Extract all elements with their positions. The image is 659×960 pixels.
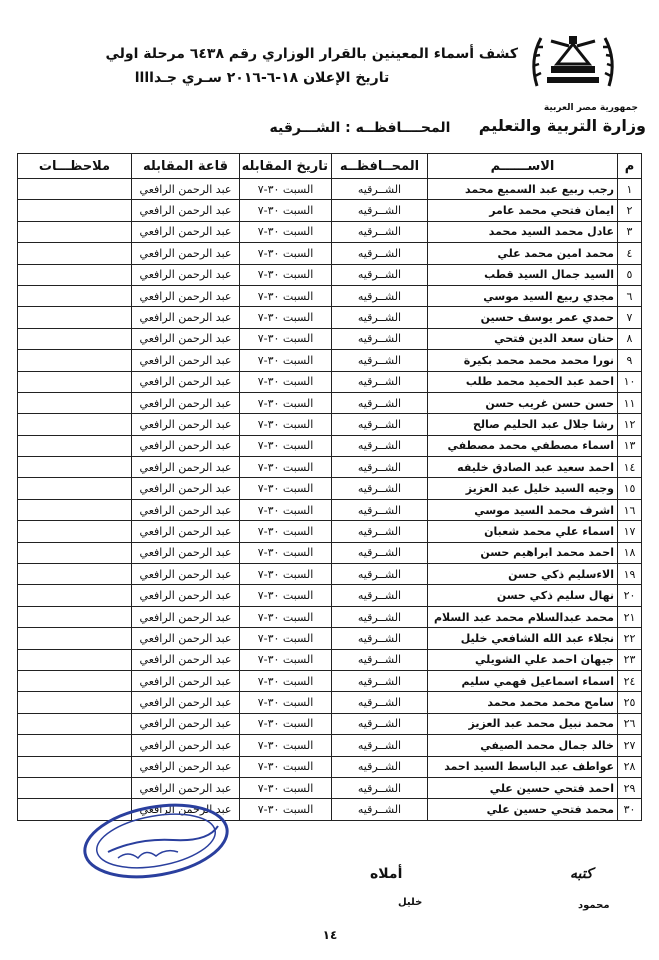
table-row: [18, 307, 642, 328]
row-interview-hall: عبد الرحمن الرافعي: [132, 542, 240, 563]
row-interview-date: السبت ٣٠-٧: [240, 799, 332, 820]
table-row: [18, 414, 642, 435]
row-interview-date: السبت ٣٠-٧: [240, 478, 332, 499]
row-interview-hall: عبد الرحمن الرافعي: [132, 392, 240, 413]
row-number: ٣: [618, 221, 642, 242]
table-row: [18, 457, 642, 478]
row-name: حسن حسن غريب حسن: [428, 392, 618, 413]
row-governorate: الشــرقيه: [332, 692, 428, 713]
governorate-line: المحــــافظــه : الشـــرقيه: [269, 120, 451, 136]
row-governorate: الشــرقيه: [332, 799, 428, 820]
row-governorate: الشــرقيه: [332, 670, 428, 691]
announcement-date-line: تاريخ الإعلان ١٨-٦-٢٠١٦ سـري جـداااا: [134, 70, 390, 86]
row-governorate: الشــرقيه: [332, 713, 428, 734]
row-governorate: الشــرقيه: [332, 200, 428, 221]
row-governorate: الشــرقيه: [332, 756, 428, 777]
row-governorate: الشــرقيه: [332, 221, 428, 242]
row-number: ٢٦: [618, 713, 642, 734]
row-number: ١٠: [618, 371, 642, 392]
table-row: [18, 285, 642, 306]
table-row: [18, 735, 642, 756]
row-number: ١٢: [618, 414, 642, 435]
row-governorate: الشــرقيه: [332, 264, 428, 285]
row-interview-hall: عبد الرحمن الرافعي: [132, 713, 240, 734]
row-governorate: الشــرقيه: [332, 307, 428, 328]
row-interview-date: السبت ٣٠-٧: [240, 285, 332, 306]
table-row: [18, 713, 642, 734]
header-number: م: [618, 154, 642, 179]
row-interview-hall: عبد الرحمن الرافعي: [132, 371, 240, 392]
row-name: حمدي عمر يوسف حسين: [428, 307, 618, 328]
row-governorate: الشــرقيه: [332, 371, 428, 392]
table-row: [18, 521, 642, 542]
row-number: ٣٠: [618, 799, 642, 820]
row-interview-date: السبت ٣٠-٧: [240, 585, 332, 606]
table-row: [18, 350, 642, 371]
row-interview-hall: عبد الرحمن الرافعي: [132, 670, 240, 691]
row-governorate: الشــرقيه: [332, 649, 428, 670]
row-interview-date: السبت ٣٠-٧: [240, 457, 332, 478]
row-interview-date: السبت ٣٠-٧: [240, 606, 332, 627]
header-interview-hall: قاعة المقابله: [132, 154, 240, 179]
row-name: اسماء اسماعيل فهمي سليم: [428, 670, 618, 691]
official-stamp-icon: [78, 800, 233, 882]
row-notes: [18, 649, 132, 670]
row-interview-hall: عبد الرحمن الرافعي: [132, 200, 240, 221]
row-interview-date: السبت ٣٠-٧: [240, 414, 332, 435]
row-governorate: الشــرقيه: [332, 392, 428, 413]
row-governorate: الشــرقيه: [332, 499, 428, 520]
row-number: ١٤: [618, 457, 642, 478]
table-row: [18, 628, 642, 649]
written-by-name: محمود: [578, 900, 610, 911]
row-name: نورا محمد محمد محمد بكيرة: [428, 350, 618, 371]
table-row: [18, 499, 642, 520]
table-row: [18, 585, 642, 606]
row-name: اشرف محمد السيد موسي: [428, 499, 618, 520]
row-governorate: الشــرقيه: [332, 435, 428, 456]
row-interview-hall: عبد الرحمن الرافعي: [132, 264, 240, 285]
dictated-by-label: أملاه: [370, 866, 403, 882]
row-governorate: الشــرقيه: [332, 542, 428, 563]
row-name: خالد جمال محمد الصيفي: [428, 735, 618, 756]
row-interview-hall: عبد الرحمن الرافعي: [132, 328, 240, 349]
row-name: احمد عبد الحميد محمد طلب: [428, 371, 618, 392]
header-name: الاســــــم: [428, 154, 618, 179]
row-interview-hall: عبد الرحمن الرافعي: [132, 243, 240, 264]
row-name: اسماء مصطفي محمد مصطفي: [428, 435, 618, 456]
row-notes: [18, 200, 132, 221]
row-number: ٨: [618, 328, 642, 349]
row-notes: [18, 392, 132, 413]
table-row: [18, 200, 642, 221]
row-interview-date: السبت ٣٠-٧: [240, 564, 332, 585]
row-number: ٢١: [618, 606, 642, 627]
row-notes: [18, 628, 132, 649]
row-number: ١٦: [618, 499, 642, 520]
appointees-table: [17, 153, 642, 821]
row-notes: [18, 435, 132, 456]
row-name: محمد عبدالسلام محمد عبد السلام: [428, 606, 618, 627]
row-number: ٤: [618, 243, 642, 264]
row-interview-hall: عبد الرحمن الرافعي: [132, 564, 240, 585]
row-notes: [18, 371, 132, 392]
row-name: احمد فتحي حسين علي: [428, 777, 618, 798]
row-name: رشا جلال عبد الحليم صالح: [428, 414, 618, 435]
row-interview-hall: عبد الرحمن الرافعي: [132, 457, 240, 478]
row-number: ٢٣: [618, 649, 642, 670]
table-row: [18, 756, 642, 777]
table-row: [18, 542, 642, 563]
row-name: عادل محمد السيد محمد: [428, 221, 618, 242]
row-notes: [18, 478, 132, 499]
page-number: ١٤: [322, 928, 338, 942]
row-interview-hall: عبد الرحمن الرافعي: [132, 521, 240, 542]
row-governorate: الشــرقيه: [332, 521, 428, 542]
row-governorate: الشــرقيه: [332, 350, 428, 371]
row-notes: [18, 457, 132, 478]
row-number: ٥: [618, 264, 642, 285]
table-row: [18, 649, 642, 670]
row-interview-date: السبت ٣٠-٧: [240, 307, 332, 328]
row-governorate: الشــرقيه: [332, 585, 428, 606]
table-header-row: [18, 154, 642, 179]
row-name: مجدي ربيع السيد موسي: [428, 285, 618, 306]
table-row: [18, 221, 642, 242]
row-interview-hall: عبد الرحمن الرافعي: [132, 649, 240, 670]
row-name: محمد امين محمد علي: [428, 243, 618, 264]
row-number: ٢٢: [618, 628, 642, 649]
table-row: [18, 692, 642, 713]
row-number: ١٥: [618, 478, 642, 499]
row-interview-date: السبت ٣٠-٧: [240, 521, 332, 542]
row-number: ١٩: [618, 564, 642, 585]
row-notes: [18, 606, 132, 627]
row-number: ٢٤: [618, 670, 642, 691]
row-notes: [18, 243, 132, 264]
row-interview-hall: عبد الرحمن الرافعي: [132, 628, 240, 649]
row-governorate: الشــرقيه: [332, 628, 428, 649]
row-notes: [18, 307, 132, 328]
row-interview-date: السبت ٣٠-٧: [240, 179, 332, 200]
republic-label: جمهورية مصر العربية: [543, 103, 638, 113]
row-number: ٢٥: [618, 692, 642, 713]
row-interview-date: السبت ٣٠-٧: [240, 243, 332, 264]
row-interview-hall: عبد الرحمن الرافعي: [132, 735, 240, 756]
row-interview-hall: عبد الرحمن الرافعي: [132, 285, 240, 306]
row-governorate: الشــرقيه: [332, 735, 428, 756]
row-number: ٢٧: [618, 735, 642, 756]
row-governorate: الشــرقيه: [332, 328, 428, 349]
row-interview-date: السبت ٣٠-٧: [240, 221, 332, 242]
row-notes: [18, 585, 132, 606]
row-interview-hall: عبد الرحمن الرافعي: [132, 179, 240, 200]
row-interview-date: السبت ٣٠-٧: [240, 499, 332, 520]
row-name: السيد جمال السيد قطب: [428, 264, 618, 285]
row-interview-hall: عبد الرحمن الرافعي: [132, 756, 240, 777]
row-interview-date: السبت ٣٠-٧: [240, 350, 332, 371]
row-name: محمد فتحي حسين علي: [428, 799, 618, 820]
row-governorate: الشــرقيه: [332, 564, 428, 585]
row-number: ١٨: [618, 542, 642, 563]
row-interview-date: السبت ٣٠-٧: [240, 392, 332, 413]
table-row: [18, 435, 642, 456]
row-interview-hall: عبد الرحمن الرافعي: [132, 585, 240, 606]
row-governorate: الشــرقيه: [332, 606, 428, 627]
row-number: ٧: [618, 307, 642, 328]
dictated-by-name: خليل: [398, 897, 423, 908]
row-interview-date: السبت ٣٠-٧: [240, 713, 332, 734]
row-interview-date: السبت ٣٠-٧: [240, 371, 332, 392]
row-notes: [18, 777, 132, 798]
row-number: ٦: [618, 285, 642, 306]
row-notes: [18, 692, 132, 713]
row-notes: [18, 350, 132, 371]
row-name: رجب ربيع عبد السميع محمد: [428, 179, 618, 200]
row-notes: [18, 713, 132, 734]
row-name: نهال سليم ذكي حسن: [428, 585, 618, 606]
header-interview-date: تاريخ المقابله: [240, 154, 332, 179]
row-name: جيهان احمد علي الشويلي: [428, 649, 618, 670]
row-interview-hall: عبد الرحمن الرافعي: [132, 350, 240, 371]
row-interview-date: السبت ٣٠-٧: [240, 542, 332, 563]
table-row: [18, 243, 642, 264]
row-notes: [18, 499, 132, 520]
table-row: [18, 606, 642, 627]
row-name: ايمان فتحي محمد عامر: [428, 200, 618, 221]
row-interview-hall: عبد الرحمن الرافعي: [132, 799, 240, 820]
table-row: [18, 670, 642, 691]
row-notes: [18, 735, 132, 756]
row-name: الاءسليم ذكي حسن: [428, 564, 618, 585]
row-name: نجلاء عبد الله الشافعي خليل: [428, 628, 618, 649]
ministry-emblem-icon: [527, 26, 619, 96]
row-number: ١: [618, 179, 642, 200]
table-row: [18, 328, 642, 349]
row-notes: [18, 221, 132, 242]
row-governorate: الشــرقيه: [332, 777, 428, 798]
row-interview-date: السبت ٣٠-٧: [240, 692, 332, 713]
table-row: [18, 777, 642, 798]
row-interview-date: السبت ٣٠-٧: [240, 649, 332, 670]
row-notes: [18, 179, 132, 200]
row-interview-date: السبت ٣٠-٧: [240, 777, 332, 798]
row-interview-date: السبت ٣٠-٧: [240, 328, 332, 349]
table-body: [18, 179, 642, 821]
table-row: [18, 179, 642, 200]
row-notes: [18, 264, 132, 285]
row-notes: [18, 756, 132, 777]
row-number: ١٣: [618, 435, 642, 456]
row-name: احمد محمد ابراهيم حسن: [428, 542, 618, 563]
row-name: عواطف عبد الباسط السيد احمد: [428, 756, 618, 777]
row-interview-hall: عبد الرحمن الرافعي: [132, 777, 240, 798]
ministry-name: وزارة التربية والتعليم: [478, 116, 646, 135]
row-notes: [18, 521, 132, 542]
row-number: ٢٠: [618, 585, 642, 606]
row-interview-date: السبت ٣٠-٧: [240, 670, 332, 691]
row-governorate: الشــرقيه: [332, 457, 428, 478]
row-notes: [18, 564, 132, 585]
row-number: ٢٨: [618, 756, 642, 777]
written-by-label: كتبه: [570, 866, 593, 882]
table-row: [18, 264, 642, 285]
row-name: محمد نبيل محمد عبد العزيز: [428, 713, 618, 734]
row-number: ١١: [618, 392, 642, 413]
row-number: ٢: [618, 200, 642, 221]
row-notes: [18, 670, 132, 691]
row-number: ٢٩: [618, 777, 642, 798]
row-interview-hall: عبد الرحمن الرافعي: [132, 221, 240, 242]
row-name: اسماء علي محمد شعبان: [428, 521, 618, 542]
row-interview-hall: عبد الرحمن الرافعي: [132, 606, 240, 627]
header-notes: ملاحظـــات: [18, 154, 132, 179]
row-governorate: الشــرقيه: [332, 179, 428, 200]
row-notes: [18, 414, 132, 435]
document-title: كشف أسماء المعينين بالقرار الوزاري رقم ٦٤٣٨ مرحلة اولي: [105, 46, 518, 62]
row-interview-date: السبت ٣٠-٧: [240, 264, 332, 285]
row-interview-date: السبت ٣٠-٧: [240, 200, 332, 221]
row-number: ١٧: [618, 521, 642, 542]
row-governorate: الشــرقيه: [332, 478, 428, 499]
row-governorate: الشــرقيه: [332, 414, 428, 435]
row-notes: [18, 285, 132, 306]
header-governorate: المحــافظــه: [332, 154, 428, 179]
row-interview-hall: عبد الرحمن الرافعي: [132, 478, 240, 499]
row-number: ٩: [618, 350, 642, 371]
row-interview-date: السبت ٣٠-٧: [240, 435, 332, 456]
row-interview-date: السبت ٣٠-٧: [240, 756, 332, 777]
row-name: احمد سعيد عبد الصادق خليفه: [428, 457, 618, 478]
row-notes: [18, 542, 132, 563]
row-interview-date: السبت ٣٠-٧: [240, 628, 332, 649]
row-interview-hall: عبد الرحمن الرافعي: [132, 435, 240, 456]
row-interview-hall: عبد الرحمن الرافعي: [132, 414, 240, 435]
table-row: [18, 478, 642, 499]
row-name: حنان سعد الدين فتحي: [428, 328, 618, 349]
row-governorate: الشــرقيه: [332, 243, 428, 264]
row-name: وجيه السيد خليل عبد العزيز: [428, 478, 618, 499]
table-row: [18, 392, 642, 413]
row-interview-hall: عبد الرحمن الرافعي: [132, 307, 240, 328]
row-name: سامح محمد محمد محمد: [428, 692, 618, 713]
row-interview-hall: عبد الرحمن الرافعي: [132, 692, 240, 713]
row-governorate: الشــرقيه: [332, 285, 428, 306]
row-interview-date: السبت ٣٠-٧: [240, 735, 332, 756]
row-notes: [18, 328, 132, 349]
table-row: [18, 564, 642, 585]
table-row: [18, 371, 642, 392]
row-interview-hall: عبد الرحمن الرافعي: [132, 499, 240, 520]
